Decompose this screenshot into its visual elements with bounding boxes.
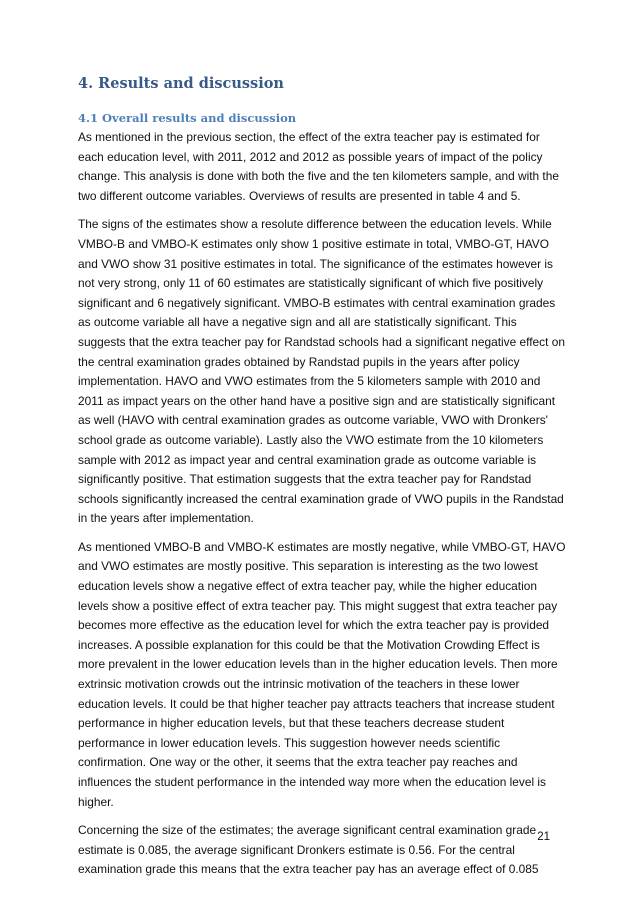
paragraph-intro: As mentioned in the previous section, the effect of the extra teacher pay is estimated for each education level, with 2011, 2012 and 2012 as possible years of impact of the policy change. This analysis is done with both the five and the ten kilometers sample, and with the two different outcome variables. Overviews of results are presented in table 4 and 5. (78, 130, 559, 203)
paragraph-size: Concerning the size of the estimates; the average significant central examination grade estimate is 0.085, the average significant Dronkers estimate is 0.56. For the central examination grade this means that the extra teacher pay has an average effect of 0.085 (78, 823, 539, 877)
page-body (78, 74, 566, 889)
page-number: 21 (537, 831, 550, 843)
section-heading: 4. Results and discussion (78, 75, 284, 92)
paragraph-signs: The signs of the estimates show a resolute difference between the education levels. While VMBO-B and VMBO-K estimates only show 1 positive estimate in total, VMBO-GT, HAVO and VWO show 31 positive estimates in total. The significance of the estimates however is not very strong, only 11 of 60 estimates are statistically significant of which five positively significant and 6 negatively significant. VMBO-B estimates with central examination grades as outcome variable all have a negative sign and all are statistically significant. This suggests that the extra teacher pay for Randstad schools had a significant negative effect on the central examination grades obtained by Randstad pupils in the years after policy implementation. HAVO and VWO estimates from the 5 kilometers sample with 2010 and 2011 as impact years on the other hand have a positive sign and are statistically significant as well (HAVO with central examination grades as outcome variable, VWO with Dronkers' school grade as outcome variable). Lastly also the VWO estimate from the 10 kilometers sample with 2012 as impact year and central examination grade as outcome variable is significantly positive. That estimation suggests that the extra teacher pay for Randstad schools significantly increased the central examination grade of VWO pupils in the Randstad in the years after implementation. (78, 217, 565, 526)
subsection-heading: 4.1 Overall results and discussion (78, 111, 297, 125)
paragraph-separation: As mentioned VMBO-B and VMBO-K estimates are mostly negative, while VMBO-GT, HAVO and VWO estimates are mostly positive. This separation is interesting as the two lowest education levels show a negative effect of extra teacher pay, while the higher education levels show a positive effect of extra teacher pay. This might suggest that extra teacher pay becomes more effective as the education level for which the extra teacher pay is provided increases. A possible explanation for this could be that the Motivation Crowding Effect is more prevalent in the lower education levels than in the higher education levels. Then more extrinsic motivation crowds out the intrinsic motivation of the teachers in these lower education levels. It could be that higher teacher pay attracts teachers that increase student performance in higher education levels, but that these teachers decrease student performance in lower education levels. This suggestion however needs scientific confirmation. One way or the other, it seems that the extra teacher pay reaches and influences the student performance in the intended way more when the education level is higher. (78, 539, 566, 809)
